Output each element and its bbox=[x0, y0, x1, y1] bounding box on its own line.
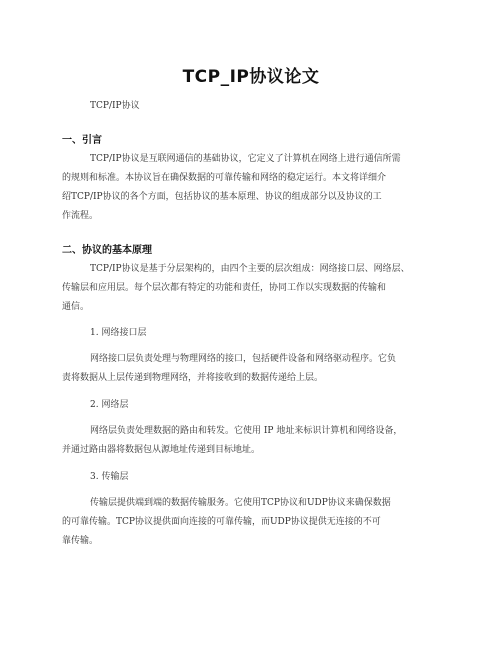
paragraph-line: 网络接口层负责处理与物理网络的接口，包括硬件设备和网络驱动程序。它负 bbox=[90, 354, 397, 364]
section-heading-intro: 一、引言 bbox=[62, 135, 102, 146]
paragraph-line: 绍TCP/IP协议的各个方面，包括协议的基本原理、协议的组成部分以及协议的工 bbox=[62, 192, 382, 202]
page-title: TCP_IP协议论文 bbox=[182, 67, 320, 87]
paragraph-line: 靠传输。 bbox=[62, 536, 99, 546]
paragraph-line: 传输层和应用层。每个层次都有特定的功能和责任，协同工作以实现数据的传输和 bbox=[62, 283, 387, 293]
paragraph-line: 通信。 bbox=[62, 302, 90, 312]
list-item-label: 1. 网络接口层 bbox=[90, 328, 147, 338]
list-item-label: 3. 传输层 bbox=[90, 472, 129, 482]
paragraph-line: 作流程。 bbox=[62, 211, 99, 221]
paragraph-line: 的可靠传输。TCP协议提供面向连接的可靠传输，而UDP协议提供无连接的不可 bbox=[62, 517, 381, 527]
paragraph-line: TCP/IP协议是基于分层架构的，由四个主要的层次组成：网络接口层、网络层、 bbox=[90, 264, 410, 274]
paragraph-line: 责将数据从上层传递到物理网络，并将接收到的数据传递给上层。 bbox=[62, 373, 324, 383]
subtitle: TCP/IP协议 bbox=[90, 101, 140, 111]
paragraph-line: 网络层负责处理数据的路由和转发。它使用 IP 地址来标识计算机和网络设备， bbox=[90, 426, 403, 436]
paragraph-line: 并通过路由器将数据包从源地址传递到目标地址。 bbox=[62, 445, 261, 455]
paragraph-line: 传输层提供端到端的数据传输服务。它使用TCP协议和UDP协议来确保数据 bbox=[90, 498, 391, 508]
paragraph-line: TCP/IP协议是互联网通信的基础协议，它定义了计算机在网络上进行通信所需 bbox=[90, 154, 401, 164]
section-heading-principles: 二、协议的基本原理 bbox=[62, 245, 152, 256]
list-item-label: 2. 网络层 bbox=[90, 400, 129, 410]
paragraph-line: 的规则和标准。本协议旨在确保数据的可靠传输和网络的稳定运行。本文将详细介 bbox=[62, 173, 387, 183]
